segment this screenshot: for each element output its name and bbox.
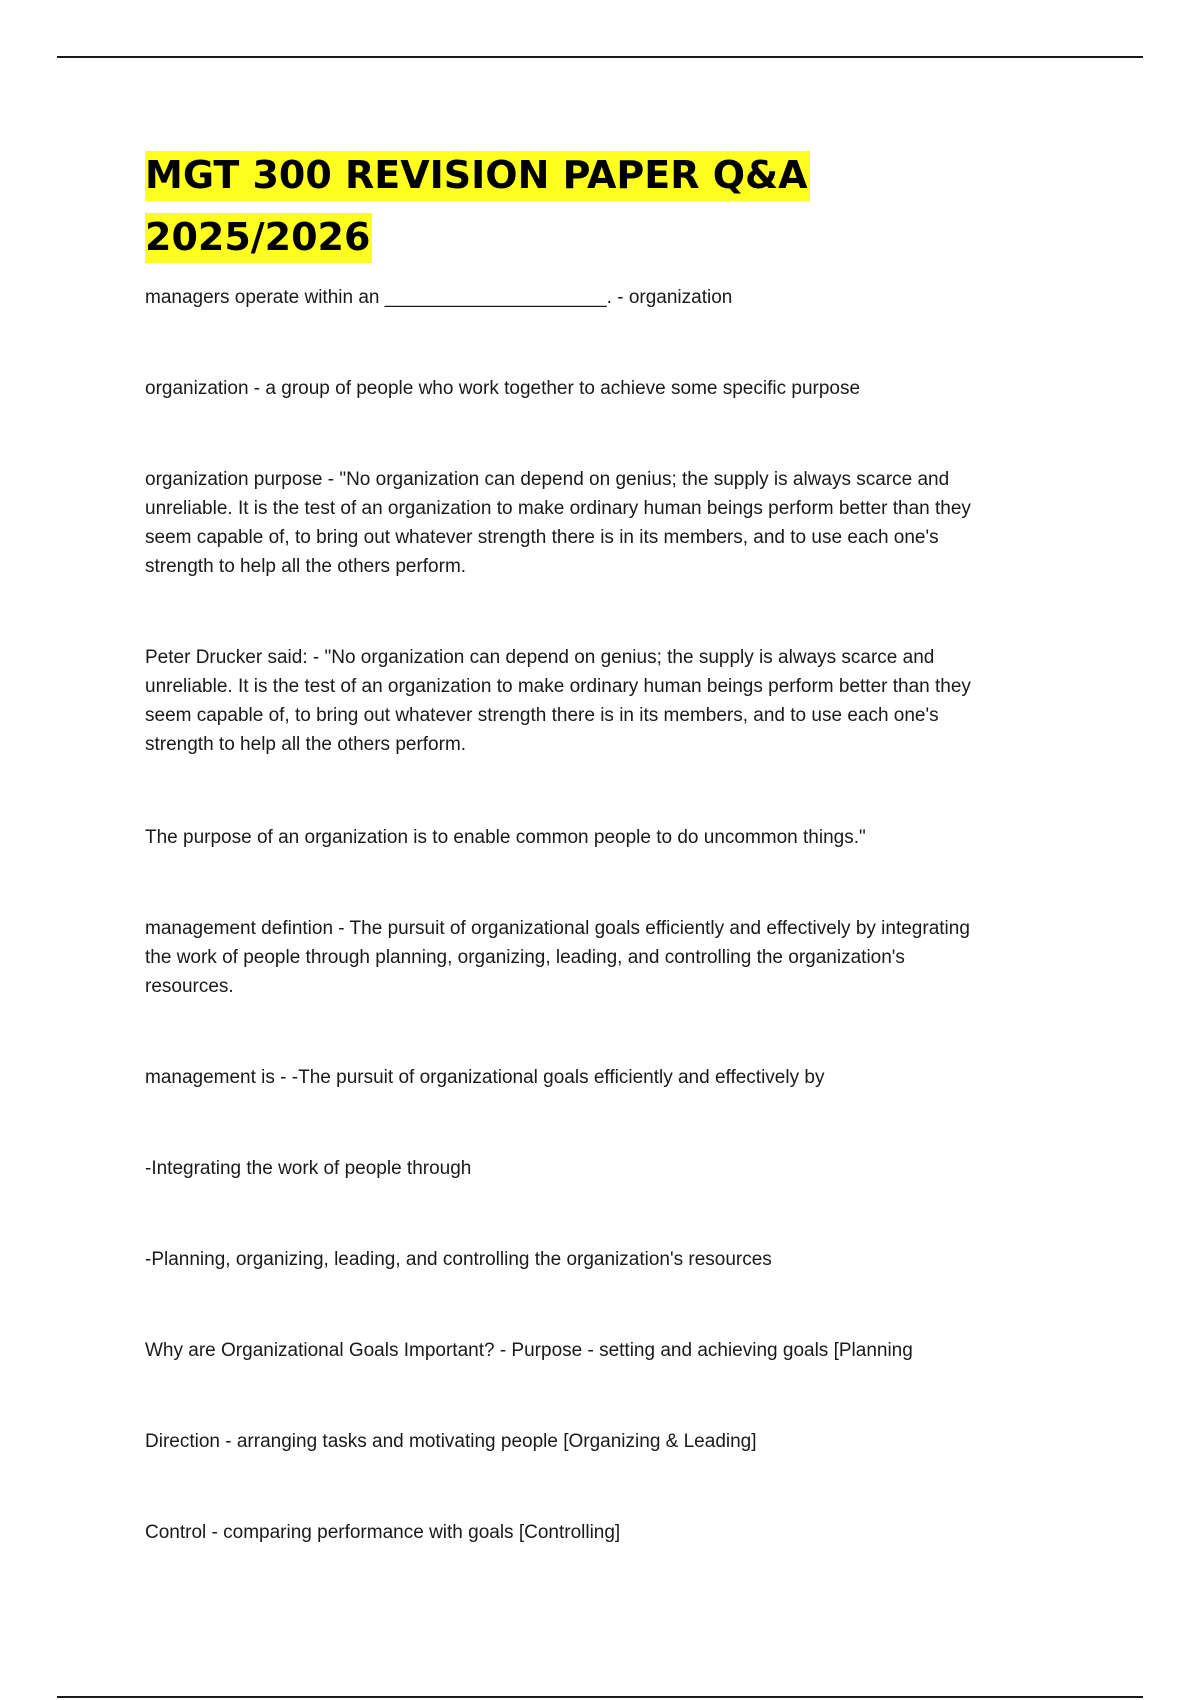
paragraph-line: Peter Drucker said: - "No organization can depend on genius; the supply is always scarce and xyxy=(145,647,935,668)
footer-rule xyxy=(57,1696,1143,1698)
paragraph-line: the work of people through planning, organizing, leading, and controlling the organization's xyxy=(145,947,905,968)
qa-paragraph-5 xyxy=(145,823,1045,852)
paragraph-line: resources. xyxy=(145,976,234,997)
qa-paragraph-12 xyxy=(145,1518,1045,1547)
paragraph-line: strength to help all the others perform. xyxy=(145,556,467,577)
qa-paragraph-9 xyxy=(145,1245,1045,1274)
paragraph-line: The purpose of an organization is to enable common people to do uncommon things." xyxy=(145,827,866,848)
qa-paragraph-1 xyxy=(145,283,1045,312)
qa-paragraph-4 xyxy=(145,643,1045,759)
paragraph-line: seem capable of, to bring out whatever strength there is in its members, and to use each one's xyxy=(145,705,939,726)
paragraph-line: Why are Organizational Goals Important? - Purpose - setting and achieving goals [Planning xyxy=(145,1340,913,1361)
paragraph-line: management defintion - The pursuit of organizational goals efficiently and effectively by integrating xyxy=(145,918,970,939)
paragraph-line: unreliable. It is the test of an organization to make ordinary human beings perform better than they xyxy=(145,676,971,697)
page-title xyxy=(145,144,1045,268)
qa-paragraph-7 xyxy=(145,1063,1045,1092)
paragraph-line: organization purpose - "No organization can depend on genius; the supply is always scarce and xyxy=(145,469,950,490)
paragraph-line: managers operate within an _____________________. - organization xyxy=(145,287,733,308)
paragraph-line: -Planning, organizing, leading, and controlling the organization's resources xyxy=(145,1249,772,1270)
paragraph-line: seem capable of, to bring out whatever strength there is in its members, and to use each one's xyxy=(145,527,939,548)
qa-paragraph-8 xyxy=(145,1154,1045,1183)
qa-paragraph-11 xyxy=(145,1427,1045,1456)
title-highlight-line-2: 2025/2026 xyxy=(145,213,372,263)
title-highlight-line-1: MGT 300 REVISION PAPER Q&A xyxy=(145,151,810,201)
qa-paragraph-10 xyxy=(145,1336,1045,1365)
paragraph-line: Control - comparing performance with goals [Controlling] xyxy=(145,1522,621,1543)
paragraph-line: management is - -The pursuit of organizational goals efficiently and effectively by xyxy=(145,1067,825,1088)
paragraph-line: unreliable. It is the test of an organization to make ordinary human beings perform better than they xyxy=(145,498,971,519)
paragraph-line: Direction - arranging tasks and motivating people [Organizing & Leading] xyxy=(145,1431,757,1452)
qa-paragraph-3 xyxy=(145,465,1045,581)
paragraph-line: strength to help all the others perform. xyxy=(145,734,467,755)
paragraph-line: organization - a group of people who work together to achieve some specific purpose xyxy=(145,378,861,399)
qa-paragraph-2 xyxy=(145,374,1045,403)
paragraph-line: -Integrating the work of people through xyxy=(145,1158,472,1179)
header-rule xyxy=(57,56,1143,58)
qa-paragraph-6 xyxy=(145,914,1045,1001)
